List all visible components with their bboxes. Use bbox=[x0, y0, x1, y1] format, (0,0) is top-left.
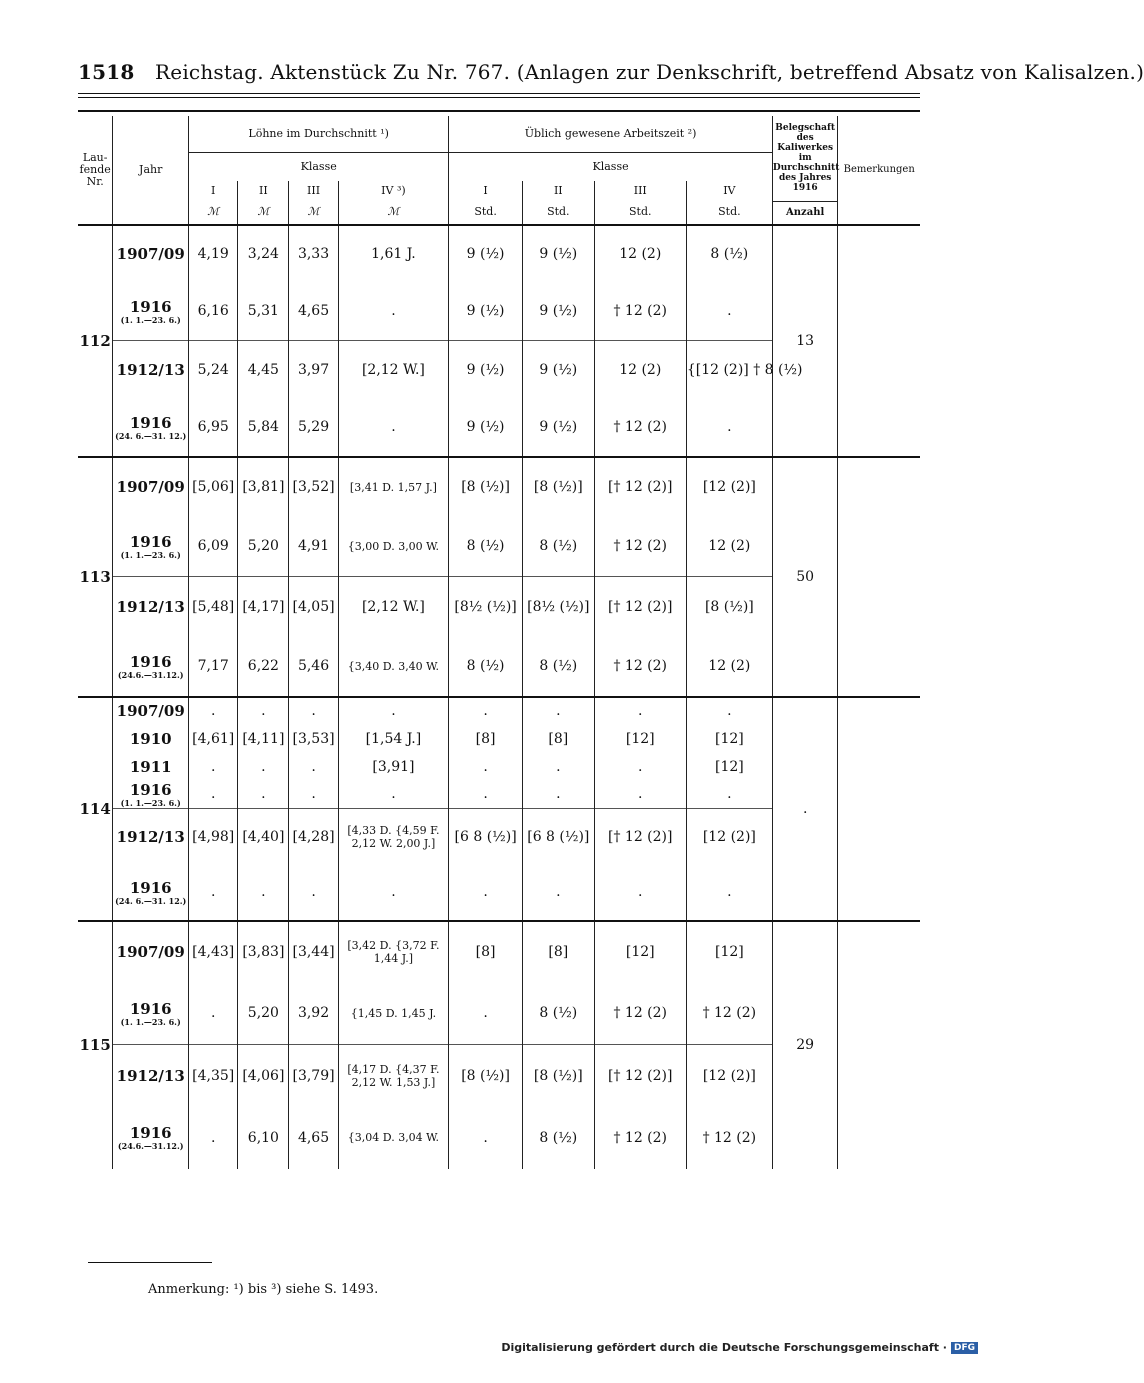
year-cell bbox=[113, 341, 189, 399]
row-number: 114 bbox=[78, 697, 113, 921]
wage-cell: 3,97 bbox=[289, 341, 338, 399]
hours-cell: [8½ (½)] bbox=[449, 577, 523, 637]
col-lfd-nr: Lau- fende Nr. bbox=[78, 116, 113, 225]
hours-cell: . bbox=[686, 865, 772, 921]
belegschaft-cell: . bbox=[772, 697, 838, 921]
hours-cell: {[12 (2)] † 8 (½) bbox=[686, 341, 772, 399]
wage-cell: {3,04 D. 3,04 W. bbox=[338, 1107, 449, 1169]
year-cell bbox=[113, 637, 189, 697]
table-row bbox=[78, 225, 920, 283]
header-rule bbox=[78, 93, 920, 94]
bemerkungen-cell bbox=[838, 697, 920, 921]
hours-cell: . bbox=[686, 399, 772, 457]
wage-cell: . bbox=[238, 865, 289, 921]
year-cell bbox=[113, 399, 189, 457]
wage-cell: 5,31 bbox=[238, 283, 289, 341]
wage-cell: {3,40 D. 3,40 W. bbox=[338, 637, 449, 697]
wage-cell: 6,16 bbox=[189, 283, 238, 341]
year-label: 1916 bbox=[129, 532, 172, 551]
year-label: 1910 bbox=[129, 729, 172, 748]
hours-cell: † 12 (2) bbox=[594, 283, 686, 341]
wage-cell: [4,11] bbox=[238, 725, 289, 753]
hours-cell: † 12 (2) bbox=[594, 637, 686, 697]
hours-cell: † 12 (2) bbox=[686, 983, 772, 1045]
hours-cell: 9 (½) bbox=[522, 225, 594, 283]
wage-cell: . bbox=[338, 399, 449, 457]
year-cell bbox=[113, 457, 189, 517]
wage-cell: . bbox=[189, 1107, 238, 1169]
year-label: 1916 bbox=[129, 780, 172, 799]
col-bemerkungen: Bemerkungen bbox=[838, 116, 920, 225]
hours-cell: [12 (2)] bbox=[686, 1045, 772, 1107]
year-label: 1916 bbox=[129, 652, 172, 671]
bemerkungen-cell bbox=[838, 457, 920, 697]
year-label: 1916 bbox=[129, 878, 172, 897]
unit-mark: ℳ bbox=[338, 201, 449, 225]
year-label: 1907/09 bbox=[116, 478, 185, 496]
hours-cell: 9 (½) bbox=[522, 399, 594, 457]
hours-cell: . bbox=[449, 983, 523, 1045]
hours-cell: † 12 (2) bbox=[594, 517, 686, 577]
wage-cell: 5,20 bbox=[238, 517, 289, 577]
hours-cell: 9 (½) bbox=[522, 341, 594, 399]
klasse-num: III bbox=[594, 181, 686, 201]
hours-cell: . bbox=[449, 1107, 523, 1169]
hours-cell: . bbox=[449, 865, 523, 921]
year-period: (1. 1.—23. 6.) bbox=[120, 797, 181, 808]
col-jahr: Jahr bbox=[113, 116, 189, 225]
wage-cell: . bbox=[338, 781, 449, 809]
table-row bbox=[78, 697, 920, 725]
hours-cell: . bbox=[449, 697, 523, 725]
klasse-num: II bbox=[522, 181, 594, 201]
hours-cell: 8 (½) bbox=[449, 517, 523, 577]
table-row bbox=[78, 921, 920, 983]
klasse-label-loehne: Klasse bbox=[189, 153, 449, 182]
wage-cell: 6,95 bbox=[189, 399, 238, 457]
wage-cell: . bbox=[338, 283, 449, 341]
dfg-logo-icon: DFG bbox=[951, 1342, 978, 1354]
hours-cell: [12] bbox=[686, 921, 772, 983]
unit-std: Std. bbox=[522, 201, 594, 225]
wage-cell: 4,65 bbox=[289, 1107, 338, 1169]
year-label: 1907/09 bbox=[116, 943, 185, 961]
wage-cell: [3,42 D. {3,72 F. 1,44 J.] bbox=[338, 921, 449, 983]
klasse-num: III bbox=[289, 181, 338, 201]
hours-cell: . bbox=[449, 781, 523, 809]
wage-cell: 3,24 bbox=[238, 225, 289, 283]
year-label: 1916 bbox=[129, 1124, 172, 1142]
hours-cell: [† 12 (2)] bbox=[594, 809, 686, 865]
wage-cell: 5,46 bbox=[289, 637, 338, 697]
wage-cell: . bbox=[189, 753, 238, 781]
klasse-num: IV bbox=[686, 181, 772, 201]
year-label: 1916 bbox=[129, 297, 172, 316]
wage-cell: . bbox=[189, 697, 238, 725]
klasse-num: I bbox=[189, 181, 238, 201]
hours-cell: 8 (½) bbox=[522, 983, 594, 1045]
wage-cell: 6,09 bbox=[189, 517, 238, 577]
wage-cell: [4,61] bbox=[189, 725, 238, 753]
page-title: Reichstag. Aktenstück Zu Nr. 767. (Anlagen zur Denkschrift, betreffend Absatz von Kalisalzen.) bbox=[155, 60, 1144, 84]
credit-line bbox=[501, 1341, 978, 1354]
wage-cell: [4,43] bbox=[189, 921, 238, 983]
wage-cell: 5,29 bbox=[289, 399, 338, 457]
hours-cell: [8] bbox=[449, 725, 523, 753]
col-belegschaft: Belegschaft des Kaliwerkes im Durchschnitt des Jahres 1916 bbox=[772, 116, 838, 201]
wage-cell: [2,12 W.] bbox=[338, 341, 449, 399]
hours-cell: . bbox=[594, 753, 686, 781]
hours-cell: [8 (½)] bbox=[449, 1045, 523, 1107]
year-label: 1912/13 bbox=[116, 1066, 185, 1085]
wage-cell: 4,45 bbox=[238, 341, 289, 399]
hours-cell: [12] bbox=[594, 725, 686, 753]
page-header bbox=[78, 60, 1144, 84]
wage-cell: [1,54 J.] bbox=[338, 725, 449, 753]
wage-cell: . bbox=[238, 697, 289, 725]
wage-cell: 3,92 bbox=[289, 983, 338, 1045]
wage-cell: [2,12 W.] bbox=[338, 577, 449, 637]
hours-cell: . bbox=[594, 781, 686, 809]
hours-cell: . bbox=[594, 865, 686, 921]
hours-cell: [6 8 (½)] bbox=[449, 809, 523, 865]
header-rule-2 bbox=[78, 97, 920, 98]
belegschaft-cell: 29 bbox=[772, 921, 838, 1169]
hours-cell: [12] bbox=[686, 725, 772, 753]
wage-cell: [5,06] bbox=[189, 457, 238, 517]
page-number: 1518 bbox=[78, 60, 135, 84]
hours-cell: . bbox=[522, 753, 594, 781]
hours-cell: [8 (½)] bbox=[686, 577, 772, 637]
wage-cell: [4,05] bbox=[289, 577, 338, 637]
wage-cell: [4,17 D. {4,37 F. 2,12 W. 1,53 J.] bbox=[338, 1045, 449, 1107]
year-period: (1. 1.—23. 6.) bbox=[120, 1016, 181, 1027]
hours-cell: † 12 (2) bbox=[594, 1107, 686, 1169]
wage-cell: 7,17 bbox=[189, 637, 238, 697]
wage-cell: . bbox=[238, 781, 289, 809]
wage-cell: . bbox=[289, 781, 338, 809]
wage-cell: . bbox=[338, 697, 449, 725]
hours-cell: . bbox=[686, 283, 772, 341]
wage-cell: 6,10 bbox=[238, 1107, 289, 1169]
year-cell bbox=[113, 809, 189, 865]
klasse-num: I bbox=[449, 181, 523, 201]
year-cell bbox=[113, 517, 189, 577]
wage-cell: . bbox=[189, 781, 238, 809]
year-period: (1. 1.—23. 6.) bbox=[120, 549, 181, 560]
hours-cell: 9 (½) bbox=[449, 283, 523, 341]
year-label: 1907/09 bbox=[116, 245, 185, 263]
wage-cell: 4,65 bbox=[289, 283, 338, 341]
year-period: (24.6.—31.12.) bbox=[117, 1141, 184, 1151]
footnote-rule bbox=[88, 1262, 212, 1263]
hours-cell: 12 (2) bbox=[686, 517, 772, 577]
hours-cell: [8 (½)] bbox=[449, 457, 523, 517]
year-cell bbox=[113, 1045, 189, 1107]
belegschaft-cell: 50 bbox=[772, 457, 838, 697]
wage-table bbox=[78, 116, 920, 1169]
wage-cell: 5,20 bbox=[238, 983, 289, 1045]
unit-std: Std. bbox=[594, 201, 686, 225]
wage-cell: [3,53] bbox=[289, 725, 338, 753]
unit-mark: ℳ bbox=[189, 201, 238, 225]
wage-cell: . bbox=[289, 865, 338, 921]
bemerkungen-cell bbox=[838, 921, 920, 1169]
wage-cell: . bbox=[238, 753, 289, 781]
wage-cell: [4,35] bbox=[189, 1045, 238, 1107]
hours-cell: 8 (½) bbox=[522, 1107, 594, 1169]
hours-cell: 9 (½) bbox=[449, 341, 523, 399]
hours-cell: 8 (½) bbox=[449, 637, 523, 697]
year-period: (24. 6.—31. 12.) bbox=[115, 430, 187, 441]
klasse-label-zeit: Klasse bbox=[449, 153, 773, 182]
year-label: 1907/09 bbox=[116, 702, 185, 720]
col-arbeitszeit: Üblich gewesene Arbeitszeit ²) bbox=[449, 116, 773, 153]
wage-cell: [4,28] bbox=[289, 809, 338, 865]
hours-cell: [8] bbox=[522, 921, 594, 983]
hours-cell: 12 (2) bbox=[594, 341, 686, 399]
hours-cell: [8] bbox=[449, 921, 523, 983]
year-label: 1912/13 bbox=[116, 827, 185, 846]
table-top-rule bbox=[78, 110, 920, 112]
hours-cell: . bbox=[522, 781, 594, 809]
wage-cell: 1,61 J. bbox=[338, 225, 449, 283]
year-cell bbox=[113, 225, 189, 283]
hours-cell: 12 (2) bbox=[686, 637, 772, 697]
col-loehne: Löhne im Durchschnitt ¹) bbox=[189, 116, 449, 153]
footnote: Anmerkung: ¹) bis ³) siehe S. 1493. bbox=[148, 1282, 379, 1297]
year-label: 1916 bbox=[129, 413, 172, 432]
hours-cell: [8] bbox=[522, 725, 594, 753]
hours-cell: [8 (½)] bbox=[522, 457, 594, 517]
table-row bbox=[78, 457, 920, 517]
year-label: 1912/13 bbox=[116, 597, 185, 616]
year-cell bbox=[113, 725, 189, 753]
year-label: 1916 bbox=[129, 999, 172, 1018]
wage-cell: [3,79] bbox=[289, 1045, 338, 1107]
hours-cell: . bbox=[522, 865, 594, 921]
hours-cell: [12] bbox=[594, 921, 686, 983]
wage-cell: 4,91 bbox=[289, 517, 338, 577]
hours-cell: 8 (½) bbox=[686, 225, 772, 283]
year-period: (24.6.—31.12.) bbox=[117, 669, 184, 680]
wage-cell: [4,98] bbox=[189, 809, 238, 865]
wage-cell: [3,41 D. 1,57 J.] bbox=[338, 457, 449, 517]
hours-cell: [12] bbox=[686, 753, 772, 781]
wage-cell: [4,40] bbox=[238, 809, 289, 865]
year-cell bbox=[113, 781, 189, 809]
wage-cell: [3,91] bbox=[338, 753, 449, 781]
wage-cell: 6,22 bbox=[238, 637, 289, 697]
hours-cell: 9 (½) bbox=[449, 399, 523, 457]
hours-cell: [† 12 (2)] bbox=[594, 577, 686, 637]
hours-cell: † 12 (2) bbox=[594, 983, 686, 1045]
wage-cell: . bbox=[338, 865, 449, 921]
hours-cell: [† 12 (2)] bbox=[594, 457, 686, 517]
wage-cell: {1,45 D. 1,45 J. bbox=[338, 983, 449, 1045]
year-cell bbox=[113, 283, 189, 341]
wage-cell: {3,00 D. 3,00 W. bbox=[338, 517, 449, 577]
wage-cell: [3,81] bbox=[238, 457, 289, 517]
year-period: (1. 1.—23. 6.) bbox=[120, 314, 181, 325]
hours-cell: † 12 (2) bbox=[594, 399, 686, 457]
hours-cell: [6 8 (½)] bbox=[522, 809, 594, 865]
wage-cell: . bbox=[289, 697, 338, 725]
row-number: 112 bbox=[78, 225, 113, 457]
unit-mark: ℳ bbox=[289, 201, 338, 225]
hours-cell: [12 (2)] bbox=[686, 809, 772, 865]
wage-cell: [3,83] bbox=[238, 921, 289, 983]
unit-mark: ℳ bbox=[238, 201, 289, 225]
hours-cell: 9 (½) bbox=[449, 225, 523, 283]
wage-cell: [4,17] bbox=[238, 577, 289, 637]
unit-std: Std. bbox=[449, 201, 523, 225]
year-cell bbox=[113, 983, 189, 1045]
row-number: 113 bbox=[78, 457, 113, 697]
hours-cell: [† 12 (2)] bbox=[594, 1045, 686, 1107]
hours-cell: . bbox=[686, 697, 772, 725]
wage-cell: [3,52] bbox=[289, 457, 338, 517]
wage-cell: [3,44] bbox=[289, 921, 338, 983]
year-cell bbox=[113, 921, 189, 983]
year-label: 1911 bbox=[129, 757, 172, 776]
hours-cell: 9 (½) bbox=[522, 283, 594, 341]
hours-cell: [12 (2)] bbox=[686, 457, 772, 517]
row-number: 115 bbox=[78, 921, 113, 1169]
year-cell bbox=[113, 1107, 189, 1169]
year-cell bbox=[113, 865, 189, 921]
hours-cell: 12 (2) bbox=[594, 225, 686, 283]
hours-cell: . bbox=[686, 781, 772, 809]
hours-cell: [8 (½)] bbox=[522, 1045, 594, 1107]
year-cell bbox=[113, 697, 189, 725]
wage-cell: . bbox=[189, 865, 238, 921]
hours-cell: . bbox=[522, 697, 594, 725]
wage-cell: [4,06] bbox=[238, 1045, 289, 1107]
belegschaft-cell: 13 bbox=[772, 225, 838, 457]
hours-cell: [8½ (½)] bbox=[522, 577, 594, 637]
year-label: 1912/13 bbox=[116, 360, 185, 379]
unit-std: Std. bbox=[686, 201, 772, 225]
wage-cell: 4,19 bbox=[189, 225, 238, 283]
wage-cell: 5,24 bbox=[189, 341, 238, 399]
year-cell bbox=[113, 753, 189, 781]
hours-cell: † 12 (2) bbox=[686, 1107, 772, 1169]
wage-cell: [5,48] bbox=[189, 577, 238, 637]
wage-cell: . bbox=[189, 983, 238, 1045]
wage-cell: . bbox=[289, 753, 338, 781]
year-cell bbox=[113, 577, 189, 637]
klasse-num: IV ³) bbox=[338, 181, 449, 201]
wage-cell: [4,33 D. {4,59 F. 2,12 W. 2,00 J.] bbox=[338, 809, 449, 865]
hours-cell: . bbox=[449, 753, 523, 781]
wage-cell: 3,33 bbox=[289, 225, 338, 283]
credit-text: Digitalisierung gefördert durch die Deutsche Forschungsgemeinschaft · bbox=[501, 1341, 947, 1354]
klasse-num: II bbox=[238, 181, 289, 201]
year-period: (24. 6.—31. 12.) bbox=[115, 895, 187, 906]
hours-cell: 8 (½) bbox=[522, 517, 594, 577]
wage-cell: 5,84 bbox=[238, 399, 289, 457]
hours-cell: 8 (½) bbox=[522, 637, 594, 697]
bemerkungen-cell bbox=[838, 225, 920, 457]
hours-cell: . bbox=[594, 697, 686, 725]
unit-anzahl: Anzahl bbox=[772, 201, 838, 225]
